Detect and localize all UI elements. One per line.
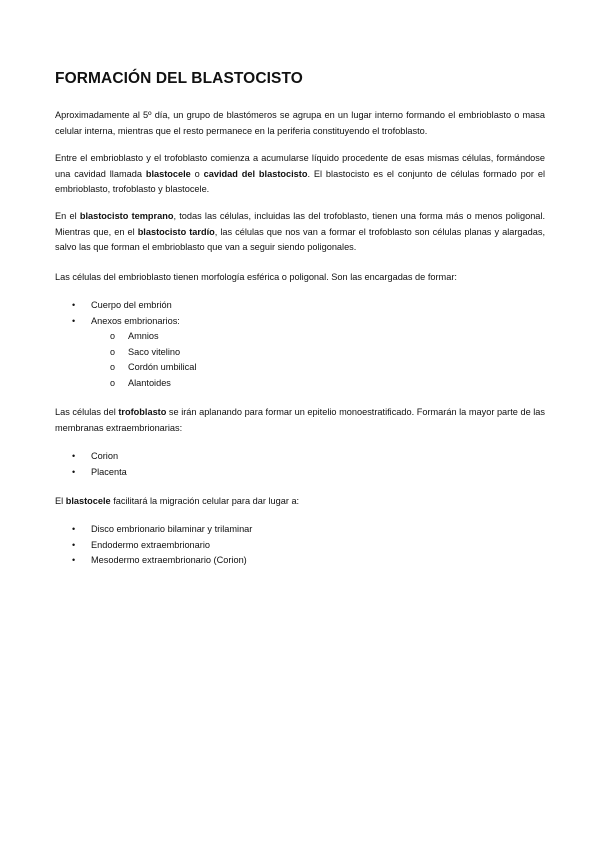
paragraph-blastocisto-types: En el blastocisto temprano, todas las células, incluidas las del trofoblasto, tienen una forma más o menos poligonal. Mientras que, en el blastocisto tardío, las células que nos van a formar el trofoblasto son células planas y alargadas, salvo las que forman el embrioblasto que van a seguir siendo poligonales. <box>55 211 546 252</box>
bullet-icon: • <box>72 315 76 326</box>
list-item: • Mesodermo extraembrionario (Corion) <box>72 553 532 569</box>
paragraph-intro: Aproximadamente al 5º día, un grupo de blastómeros se agrupa en un lugar interno formando el embrioblasto o masa celular interna, mientras que el resto permanece en la periferia constituyendo el trofoblasto. <box>55 110 545 136</box>
circle-bullet-icon: o <box>110 346 116 357</box>
list-trofoblasto <box>72 449 532 480</box>
bullet-icon: • <box>72 555 76 565</box>
sublist-anexos <box>110 329 532 391</box>
bullet-icon: • <box>72 451 76 461</box>
list-item: • Disco embrionario bilaminar y trilaminar <box>72 522 532 538</box>
circle-bullet-icon: o <box>110 362 116 372</box>
list-item: • Cuerpo del embrión <box>72 298 532 314</box>
bullet-icon: • <box>72 539 76 550</box>
list-item: • Placenta <box>72 465 532 481</box>
sub-list-item: o Saco vitelino <box>110 345 532 361</box>
bullet-icon: • <box>72 466 76 477</box>
paragraph-embrioblasto: Las células del embrioblasto tienen morfología esférica o poligonal. Son las encargadas de formar: <box>55 272 457 282</box>
page-title: FORMACIÓN DEL BLASTOCISTO <box>55 70 303 87</box>
paragraph-blastocele-function: El blastocele facilitará la migración celular para dar lugar a: <box>55 496 300 506</box>
bullet-icon: • <box>72 300 76 310</box>
circle-bullet-icon: o <box>110 331 116 341</box>
list-blastocele <box>72 522 532 569</box>
list-item: • Corion <box>72 449 532 465</box>
circle-bullet-icon: o <box>110 377 116 388</box>
paragraph-trofoblasto: Las células del trofoblasto se irán aplanando para formar un epitelio monoestratificado. Formarán la mayor parte de las membranas extraembrionarias: <box>55 407 545 433</box>
paragraph-blastocele: Entre el embrioblasto y el trofoblasto comienza a acumularse líquido procedente de esas mismas células, formándose una cavidad llamada blastocele o cavidad del blastocisto. El blastocisto es el conjunto de células formado por el embrioblasto, trofoblasto y blastocele. <box>55 153 545 194</box>
bullet-icon: • <box>72 524 76 534</box>
sub-list-item: o Amnios <box>110 329 532 345</box>
list-item: • Anexos embrionarios: o Amnios o Saco vitelino o Cordón umbilical o Alantoides <box>72 314 532 392</box>
sub-list-item: o Cordón umbilical <box>110 360 532 376</box>
list-item: • Endodermo extraembrionario <box>72 538 532 554</box>
sub-list-item: o Alantoides <box>110 376 532 392</box>
list-embrioblasto <box>72 298 532 391</box>
